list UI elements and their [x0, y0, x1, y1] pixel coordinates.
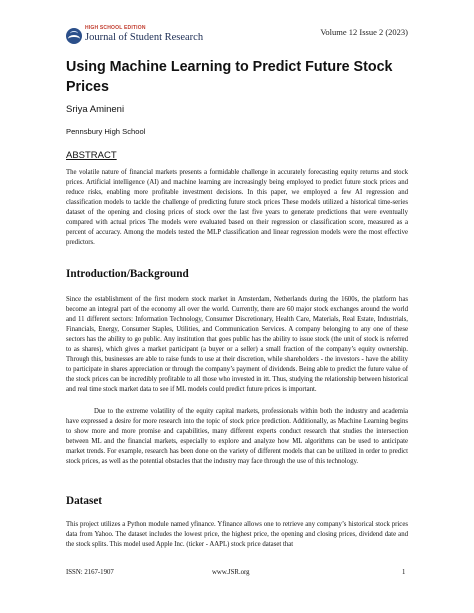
footer-page-number: 1: [402, 569, 406, 576]
journal-logo: [66, 25, 204, 47]
paper-title: Using Machine Learning to Predict Future Stock Prices: [66, 59, 393, 95]
volume-issue: Volume 12 Issue 2 (2023): [320, 27, 408, 37]
dataset-heading: Dataset: [66, 495, 103, 507]
footer-issn: ISSN: 2167-1907: [66, 569, 114, 576]
dataset-paragraph-1: This project utilizes a Python module named yfinance. Yfinance allows one to retrieve any company’s historical stock prices data from Yahoo. The dataset includes the lowest price, the highest price, the opening and closing prices, dividend date and the stock splits. This model used Apple Inc. (ticker - AAPL) stock price dataset that: [66, 521, 408, 548]
abstract-heading: ABSTRACT: [66, 150, 117, 161]
journal-name: Journal of Student Research: [85, 32, 204, 43]
author-affiliation: Pennsbury High School: [66, 127, 146, 136]
introduction-heading: Introduction/Background: [66, 268, 189, 280]
introduction-paragraph-2: Due to the extreme volatility of the equity capital markets, professionals within both the industry and academia have expressed a desire for more research into the topic of stock price prediction. Additionally, as Machine Learning begins to show more and more promise and capabilities, many different experts conduct research that studies the intersection between ML and the financial markets, especially to explore and analyze how ML algorithms can be used to anticipate market trends. For example, research has been done on the variety of different models that can be utilized in order to predict stock prices, as well as the potential obstacles that the industry may face through the use of this technology.: [66, 408, 408, 465]
footer-website[interactable]: www.JSR.org: [212, 569, 250, 576]
abstract-text: The volatile nature of financial markets presents a formidable challenge in accurately forecasting equity returns and stock prices. Artificial intelligence (AI) and machine learning are increasingly being employed to predict future stock prices and reduce risks, enabling more profitable investment decisions. In this paper, we employed a few AI regression and classification models to tackle the challenge of predicting future stock prices These models utilized a historical time-series dataset of the opening and closing prices of stock over the last five years to generate predictions that were eventually compared with actual prices The models were evaluated based on their regression or classification score, measured as a percent of accuracy. Among the models tested the MLP classification and linear regression models were the most effective predictors.: [66, 169, 408, 246]
introduction-paragraph-1: Since the establishment of the first modern stock market in Amsterdam, Netherlands during the 1600s, the platform has become an integral part of the economy all over the world. Currently, there are 60 major stock exchanges around the world and 11 different sectors: Information Technology, Consumer Discretionary, Health Care, Materials, Real Estate, Industrials, Financials, Energy, Consumer Staples, Utilities, and Communication Services. A company belonging to any one of these sectors has the ability to go public. Any institution that goes public has the ability to issue stock (the unit of stock is referred to as shares), which gives a market participant (a buyer or a seller) a small fraction of the company’s equity ownership. Through this, businesses are able to raise funds to use at their discretion, while shareholders - the investors - have the ability to participate in shares appreciation or through the company’s payment of dividends. Being able to predict the future value of the stock prices can be incredibly profitable to all those who invested in itt. Thus, studying the relationship between historical and real time stock market data to see if ML models could predict future prices is important.: [66, 296, 408, 393]
journal-logo-icon: [66, 28, 82, 44]
author-name: Sriya Amineni: [66, 104, 125, 115]
edition-label: HIGH SCHOOL EDITION: [85, 25, 146, 31]
